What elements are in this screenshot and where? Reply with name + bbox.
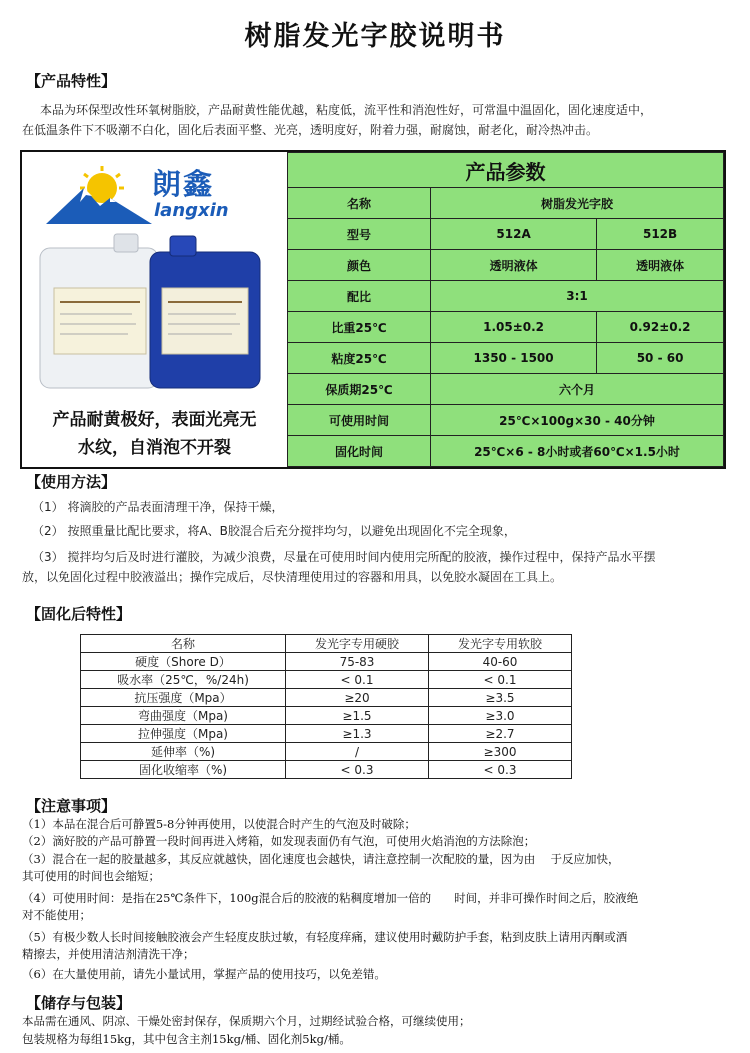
param-value-b: 50 - 60 <box>597 343 724 374</box>
table-header: 发光字专用硬胶 <box>286 635 429 653</box>
slogan-line-1: 产品耐黄极好，表面光亮无 <box>52 410 257 430</box>
storage-line-1: 本品需在通风、阴凉、干燥处密封保存，保质期六个月，过期经试验合格，可继续使用； <box>22 1014 471 1028</box>
table-header: 名称 <box>81 635 286 653</box>
note-2: （2）滴好胶的产品可静置一段时间再进入烤箱，如发现表面仍有气泡，可使用火焰消泡的方法除泡； <box>22 834 536 848</box>
features-heading: 【产品特性】 <box>26 72 117 90</box>
table-cell: / <box>286 743 429 761</box>
param-label: 固化时间 <box>288 436 431 467</box>
table-header: 发光字专用软胶 <box>429 635 572 653</box>
param-value: 25℃×6 - 8小时或者60℃×1.5小时 <box>431 436 724 467</box>
logo-subtext: langxin <box>154 200 229 221</box>
param-value-b: 512B <box>597 219 724 250</box>
params-heading: 产品参数 <box>288 153 724 188</box>
table-cell: 延伸率（%) <box>81 743 286 761</box>
param-value: 25℃×100g×30 - 40分钟 <box>431 405 724 436</box>
table-row <box>81 725 572 743</box>
product-slogan <box>22 406 287 462</box>
cure-heading: 【固化后特性】 <box>26 605 132 623</box>
usage-step-3b: 放，以免固化过程中胶液溢出；操作完成后，尽快清理使用过的容器和用具，以免胶水凝固在工具上。 <box>22 570 563 584</box>
param-value-b: 0.92±0.2 <box>597 312 724 343</box>
table-row <box>81 653 572 671</box>
note-1: （1）本品在混合后可静置5-8分钟再使用，以使混合时产生的气泡及时破除； <box>22 817 416 831</box>
table-cell: 弯曲强度（Mpa) <box>81 707 286 725</box>
table-cell: ≥3.0 <box>429 707 572 725</box>
table-cell: ≥1.3 <box>286 725 429 743</box>
table-row <box>288 436 724 467</box>
page-title: 树脂发光字胶说明书 <box>244 21 506 52</box>
table-cell: < 0.1 <box>429 671 572 689</box>
param-value-a: 透明液体 <box>431 250 597 281</box>
note-3a: （3）混合在一起的胶量越多，其反应就越快，固化速度也会越快，请注意控制一次配胶的量，因为由 于反应加快， <box>22 852 620 866</box>
table-row <box>288 405 724 436</box>
bottles-image <box>32 230 272 390</box>
usage-heading: 【使用方法】 <box>26 473 117 491</box>
features-line-1: 本品为环保型改性环氧树脂胶，产品耐黄性能优越，粘度低，流平性和消泡性好，可常温中温固化，固化速度适中， <box>40 103 653 117</box>
table-row <box>81 707 572 725</box>
storage-heading: 【储存与包装】 <box>26 994 132 1012</box>
param-value: 树脂发光字胶 <box>431 188 724 219</box>
note-4a: （4）可使用时间：是指在25℃条件下，100g混合后的胶液的粘稠度增加一倍的 时间，并非可操作时间之后，胶液绝 <box>22 891 639 905</box>
table-cell: 固化收缩率（%) <box>81 761 286 779</box>
table-row <box>81 671 572 689</box>
note-6: （6）在大量使用前，请先小量试用，掌握产品的使用技巧，以免差错。 <box>22 967 386 981</box>
logo-text: 朗鑫 <box>152 167 215 201</box>
param-value-b: 透明液体 <box>597 250 724 281</box>
param-value: 3:1 <box>431 281 724 312</box>
param-value-a: 512A <box>431 219 597 250</box>
table-cell: 吸水率（25℃，%/24h) <box>81 671 286 689</box>
param-label: 名称 <box>288 188 431 219</box>
table-row <box>288 250 724 281</box>
mountain-sun-logo-icon <box>44 162 154 232</box>
param-value: 六个月 <box>431 374 724 405</box>
table-cell: 硬度（Shore D） <box>81 653 286 671</box>
table-cell: 抗压强度（Mpa） <box>81 689 286 707</box>
note-3b: 其可使用的时间也会缩短； <box>22 869 160 883</box>
table-row <box>81 761 572 779</box>
usage-step-1: （1） 将滴胶的产品表面清理干净，保持干燥， <box>32 500 284 514</box>
table-cell: 40-60 <box>429 653 572 671</box>
param-label: 保质期25℃ <box>288 374 431 405</box>
cure-table <box>80 634 572 779</box>
param-label: 粘度25℃ <box>288 343 431 374</box>
usage-step-2: （2） 按照重量比配比要求，将A、B胶混合后充分搅拌均匀，以避免出现固化不完全现象， <box>32 524 516 538</box>
features-line-2: 在低温条件下不吸潮不白化，固化后表面平整、光亮，透明度好，附着力强，耐腐蚀，耐老化，耐冷热冲击。 <box>22 123 599 137</box>
table-cell: ≥2.7 <box>429 725 572 743</box>
table-row <box>81 689 572 707</box>
table-cell: < 0.1 <box>286 671 429 689</box>
params-panel <box>287 152 724 467</box>
notes-heading: 【注意事项】 <box>26 797 117 815</box>
note-5a: （5）有极少数人长时间接触胶液会产生轻度皮肤过敏，有轻度痒痛，建议使用时戴防护手套，粘到皮肤上请用丙酮或酒 <box>22 930 628 944</box>
table-cell: ≥1.5 <box>286 707 429 725</box>
table-cell: < 0.3 <box>429 761 572 779</box>
param-value-a: 1350 - 1500 <box>431 343 597 374</box>
table-cell: 拉伸强度（Mpa) <box>81 725 286 743</box>
table-row <box>288 153 724 188</box>
product-image-panel <box>22 152 287 467</box>
table-row <box>288 343 724 374</box>
table-cell: ≥20 <box>286 689 429 707</box>
param-label: 可使用时间 <box>288 405 431 436</box>
param-label: 颜色 <box>288 250 431 281</box>
params-table <box>287 152 724 467</box>
table-header-row <box>81 635 572 653</box>
usage-step-3a: （3） 搅拌均匀后及时进行灌胶，为减少浪费，尽量在可使用时间内使用完所配的胶液，操作过程中，保持产品水平摆 <box>32 550 656 564</box>
table-row <box>288 374 724 405</box>
storage-line-2: 包装规格为每组15kg，其中包含主剂15kg/桶、固化剂5kg/桶。 <box>22 1032 351 1046</box>
product-block <box>20 150 726 469</box>
table-cell: < 0.3 <box>286 761 429 779</box>
table-row <box>288 188 724 219</box>
table-row <box>288 281 724 312</box>
table-cell: 75-83 <box>286 653 429 671</box>
param-label: 型号 <box>288 219 431 250</box>
table-cell: ≥3.5 <box>429 689 572 707</box>
note-5b: 精擦去，并使用清洁剂清洗干净； <box>22 947 195 961</box>
table-row <box>81 743 572 761</box>
table-row <box>288 219 724 250</box>
slogan-line-2: 水纹，自消泡不开裂 <box>78 438 231 458</box>
param-value-a: 1.05±0.2 <box>431 312 597 343</box>
table-cell: ≥300 <box>429 743 572 761</box>
param-label: 比重25℃ <box>288 312 431 343</box>
table-row <box>288 312 724 343</box>
brand-logo <box>44 162 274 232</box>
note-4b: 对不能使用； <box>22 908 91 922</box>
param-label: 配比 <box>288 281 431 312</box>
